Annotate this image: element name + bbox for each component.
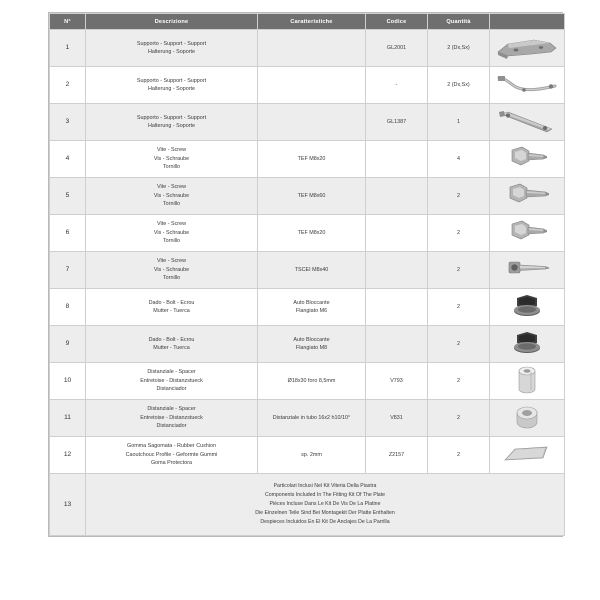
description-line: Entretoise - Distanzstueck xyxy=(140,414,203,421)
cell-description xyxy=(86,252,258,289)
cell-characteristics xyxy=(258,252,366,289)
description-line: Vite - Screw xyxy=(157,258,186,265)
table-row xyxy=(50,67,565,104)
cell-characteristics xyxy=(258,30,366,67)
description-line: Vis - Schraube xyxy=(153,229,190,236)
cell-code: GL1387 xyxy=(366,104,428,141)
cell-quantity: 2 xyxy=(428,326,490,363)
column-header-code: Codice xyxy=(366,14,428,30)
description-line: Halterung - Soporte xyxy=(147,123,196,129)
table-row xyxy=(50,215,565,252)
cell-image xyxy=(490,252,565,289)
cell-number: 2 xyxy=(50,67,86,104)
cell-characteristics xyxy=(258,67,366,104)
column-header-image xyxy=(490,14,565,30)
description-line: Vite - Screw xyxy=(157,184,186,191)
cell-description xyxy=(86,67,258,104)
cell-quantity: 2 (Dx,Sx) xyxy=(428,30,490,67)
cell-code: Z2157 xyxy=(366,437,428,474)
cell-description xyxy=(86,400,258,437)
screw-hex-icon xyxy=(490,215,564,251)
cell-image xyxy=(490,400,565,437)
description-line: Vis - Schraube xyxy=(153,192,190,199)
cell-code xyxy=(366,215,428,252)
description-line: Vite - Screw xyxy=(157,147,186,154)
spacer-tube-icon xyxy=(490,400,564,436)
cell-code xyxy=(366,252,428,289)
description-line: Tornillo xyxy=(162,164,181,171)
characteristics-line: Distanziale in tubo 16x2 h10/10° xyxy=(272,414,351,421)
cell-image xyxy=(490,289,565,326)
cell-characteristics xyxy=(258,363,366,400)
description-line: Supporto - Support - Support xyxy=(136,114,207,121)
cell-number: 5 xyxy=(50,178,86,215)
bracket-flat-icon xyxy=(490,30,564,66)
cell-image xyxy=(490,141,565,178)
note-line: Components Included In The Fitting Kit Of The Plate xyxy=(264,492,386,499)
table-row xyxy=(50,104,565,141)
cell-image xyxy=(490,67,565,104)
characteristics-line: TEF M8x20 xyxy=(297,155,326,162)
cell-quantity: 2 xyxy=(428,252,490,289)
cell-quantity: 2 xyxy=(428,178,490,215)
column-header-quantity: Quantità xyxy=(428,14,490,30)
cell-image xyxy=(490,437,565,474)
cell-number: 4 xyxy=(50,141,86,178)
table-row xyxy=(50,400,565,437)
cell-quantity: 2 (Dx,Sx) xyxy=(428,67,490,104)
screw-hex-long-icon xyxy=(490,178,564,214)
column-header-characteristics: Caratteristiche xyxy=(258,14,366,30)
description-line: Distanziale - Spacer xyxy=(147,369,196,376)
cell-number: 1 xyxy=(50,30,86,67)
characteristics-line: Auto Bloccante xyxy=(293,336,330,343)
description-line: Goma Protectora xyxy=(150,460,193,467)
table-row xyxy=(50,326,565,363)
description-line: Distanciador xyxy=(156,423,187,430)
characteristics-line: Flangiato M6 xyxy=(295,308,328,314)
cell-characteristics xyxy=(258,141,366,178)
cell-number: 13 xyxy=(50,474,86,536)
cell-quantity: 1 xyxy=(428,104,490,141)
cell-characteristics xyxy=(258,289,366,326)
cell-characteristics xyxy=(258,178,366,215)
characteristics-line: Flangiato M8 xyxy=(295,345,328,351)
cell-image xyxy=(490,104,565,141)
cell-note xyxy=(86,474,565,536)
description-line: Gomma Sagomata - Rubber Cushion xyxy=(127,443,216,450)
cell-characteristics xyxy=(258,400,366,437)
cell-characteristics xyxy=(258,215,366,252)
cell-quantity: 4 xyxy=(428,141,490,178)
cell-code: GL2001 xyxy=(366,30,428,67)
cell-description xyxy=(86,215,258,252)
cell-characteristics xyxy=(258,437,366,474)
cell-number: 10 xyxy=(50,363,86,400)
description-line: Halterung - Soporte xyxy=(147,49,196,55)
bracket-bar-icon xyxy=(490,104,564,140)
cell-quantity: 2 xyxy=(428,289,490,326)
cell-quantity: 2 xyxy=(428,437,490,474)
cell-image xyxy=(490,363,565,400)
screw-socket-icon xyxy=(490,252,564,288)
characteristics-line: TEF M8x60 xyxy=(297,192,326,199)
nut-flanged-icon xyxy=(490,326,564,362)
cell-image xyxy=(490,326,565,363)
description-line: Vis - Schraube xyxy=(153,155,190,162)
cell-code: - xyxy=(366,67,428,104)
spacer-cylinder-icon xyxy=(490,363,564,399)
cell-number: 12 xyxy=(50,437,86,474)
cell-number: 11 xyxy=(50,400,86,437)
description-line: Dado - Bolt - Ecrou xyxy=(148,299,195,306)
table-row xyxy=(50,141,565,178)
column-header-description: Descrizione xyxy=(86,14,258,30)
cell-code: V793 xyxy=(366,363,428,400)
cell-description xyxy=(86,141,258,178)
table-body xyxy=(50,30,565,536)
note-line: Despieces Incluidos En El Kit De Anclajes De La Parrilla xyxy=(260,519,390,526)
characteristics-line: TEF M8x20 xyxy=(297,229,326,236)
table-row xyxy=(50,289,565,326)
table-row xyxy=(50,252,565,289)
column-header-number: N° xyxy=(50,14,86,30)
cell-code xyxy=(366,141,428,178)
cell-number: 3 xyxy=(50,104,86,141)
table-row xyxy=(50,363,565,400)
bracket-curved-icon xyxy=(490,67,564,103)
cell-quantity: 2 xyxy=(428,363,490,400)
description-line: Vite - Screw xyxy=(157,221,186,228)
rubber-pad-icon xyxy=(490,437,564,473)
cell-image xyxy=(490,178,565,215)
parts-table-container xyxy=(48,12,563,537)
cell-description xyxy=(86,437,258,474)
cell-description xyxy=(86,30,258,67)
table-row xyxy=(50,178,565,215)
characteristics-line: sp. 2mm xyxy=(301,451,322,458)
cell-code: V831 xyxy=(366,400,428,437)
description-line: Dado - Bolt - Ecrou xyxy=(148,336,195,343)
characteristics-line: Ø18x30 foro 8,5mm xyxy=(287,377,336,384)
description-line: Mutter - Tuerca xyxy=(153,345,190,351)
description-line: Mutter - Tuerca xyxy=(153,308,190,314)
note-line: Pièces Incluse Dans Le Kit De Vis De La Platine xyxy=(269,501,381,508)
description-line: Supporto - Support - Support xyxy=(136,40,207,47)
table-row-note xyxy=(50,474,565,536)
cell-description xyxy=(86,104,258,141)
description-line: Tornillo xyxy=(162,238,181,245)
cell-quantity: 2 xyxy=(428,400,490,437)
cell-description xyxy=(86,363,258,400)
cell-characteristics xyxy=(258,326,366,363)
description-line: Tornillo xyxy=(162,275,181,282)
table-row xyxy=(50,30,565,67)
table-header xyxy=(50,14,565,30)
description-line: Vis - Schraube xyxy=(153,266,190,273)
description-line: Distanziale - Spacer xyxy=(147,406,196,413)
table-row xyxy=(50,437,565,474)
cell-number: 7 xyxy=(50,252,86,289)
cell-description xyxy=(86,178,258,215)
cell-description xyxy=(86,289,258,326)
cell-code xyxy=(366,326,428,363)
screw-hex-icon xyxy=(490,141,564,177)
table-header-row xyxy=(50,14,565,30)
cell-characteristics xyxy=(258,104,366,141)
cell-number: 8 xyxy=(50,289,86,326)
cell-code xyxy=(366,178,428,215)
description-line: Distanciador xyxy=(156,386,187,393)
cell-image xyxy=(490,30,565,67)
description-line: Tornillo xyxy=(162,201,181,208)
cell-quantity: 2 xyxy=(428,215,490,252)
cell-number: 9 xyxy=(50,326,86,363)
description-line: Entretoise - Distanzstueck xyxy=(140,377,203,384)
cell-image xyxy=(490,215,565,252)
cell-description xyxy=(86,326,258,363)
cell-code xyxy=(366,289,428,326)
description-line: Halterung - Soporte xyxy=(147,86,196,92)
characteristics-line: Auto Bloccante xyxy=(293,299,330,306)
description-line: Caoutchouc Profile - Geformte Gummi xyxy=(125,451,218,458)
cell-number: 6 xyxy=(50,215,86,252)
note-line: Particolari Inclusi Nel Kit Viteria Della Piastra xyxy=(273,483,377,489)
characteristics-line: TSCEI M8x40 xyxy=(294,266,329,273)
nut-flanged-icon xyxy=(490,289,564,325)
note-line: Die Einzelnen Teile Sind Bei Montagekit Der Platte Enthalten xyxy=(255,510,395,517)
parts-table xyxy=(49,13,565,536)
description-line: Supporto - Support - Support xyxy=(136,77,207,84)
